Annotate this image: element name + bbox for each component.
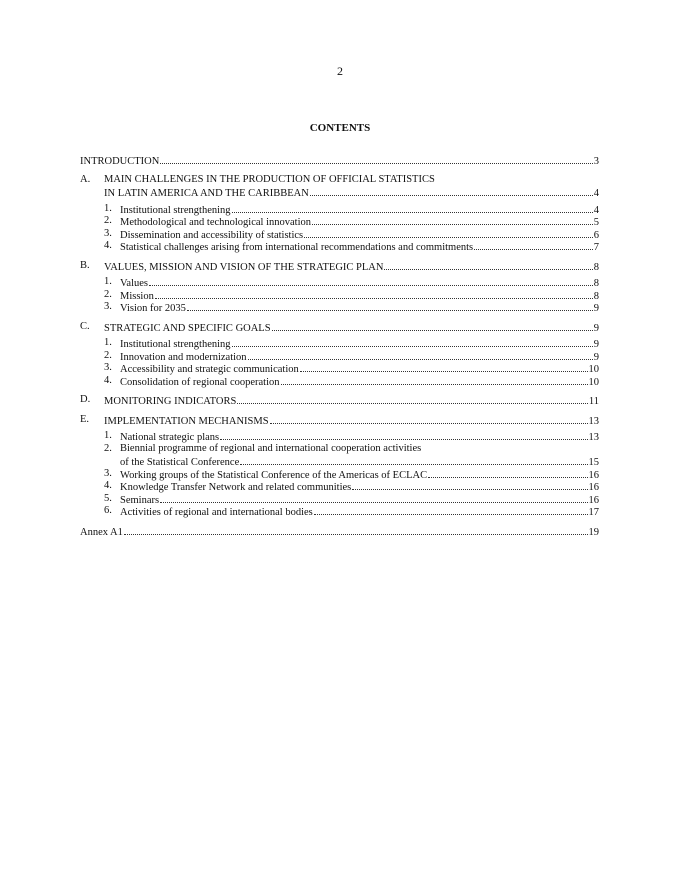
entry-page-number: 8 — [593, 261, 599, 273]
subsection-number: 2. — [104, 442, 112, 454]
subsection-number: 3. — [104, 227, 112, 239]
subsection-number: 4. — [104, 240, 112, 251]
dot-leader — [237, 394, 588, 404]
entry-page-number: 7 — [593, 242, 599, 253]
subsection-number: 3. — [104, 467, 112, 479]
subsection-number: 1. — [104, 276, 112, 287]
section-letter: B. — [80, 259, 90, 271]
dot-leader — [232, 203, 593, 213]
toc-entry-subsection[interactable] — [80, 480, 599, 493]
dot-leader — [248, 350, 593, 360]
toc-entry-annex[interactable] — [80, 525, 599, 538]
dot-leader — [220, 430, 587, 440]
toc-entry-section-e-line — [104, 414, 599, 429]
section-letter: E. — [80, 413, 90, 425]
toc-entry-introduction[interactable] — [80, 154, 599, 167]
entry-page-number: 16 — [588, 494, 599, 506]
toc-entry-subsection[interactable] — [80, 468, 599, 481]
subsection-number: 6. — [104, 505, 112, 516]
dot-leader — [310, 186, 593, 196]
entry-title: Consolidation of regional cooperation — [120, 376, 280, 388]
toc-entry-section-d[interactable] — [80, 394, 599, 407]
toc-entry-section-a-line — [104, 186, 599, 201]
subsection-number: 4. — [104, 480, 112, 491]
entry-page-number: 16 — [588, 482, 599, 493]
subsection-number: 1. — [104, 202, 112, 214]
section-letter: C. — [80, 320, 90, 332]
entry-page-number: 6 — [593, 229, 599, 241]
entry-title: Knowledge Transfer Network and related communities — [120, 482, 352, 493]
section-letter: D. — [80, 394, 91, 405]
toc-entry-introduction-line — [80, 154, 599, 169]
entry-page-number: 9 — [593, 303, 599, 314]
entry-title: IMPLEMENTATION MECHANISMS — [104, 415, 269, 427]
entry-title: National strategic plans — [120, 432, 220, 443]
toc-entry-section-e[interactable] — [80, 414, 599, 427]
toc-entry-section-d-line — [104, 394, 599, 409]
subsection-number: 3. — [104, 362, 112, 373]
toc-entry-subsection[interactable] — [80, 455, 599, 468]
page-number: 2 — [337, 64, 343, 78]
toc-entry-section-b-line — [104, 260, 599, 275]
toc-entry-subsection[interactable] — [80, 505, 599, 518]
toc-entry-subsection-line — [120, 375, 599, 390]
dot-leader — [232, 337, 593, 347]
entry-page-number: 16 — [588, 469, 599, 481]
subsection-number: 2. — [104, 349, 112, 361]
entry-page-number: 17 — [588, 507, 599, 518]
toc-entry-subsection-line — [120, 505, 599, 520]
toc-entry-subsection[interactable] — [80, 240, 599, 253]
toc-entry-section-a[interactable] — [80, 186, 599, 199]
entry-title: Statistical challenges arising from international recommendations and commitments — [120, 242, 474, 253]
subsection-number: 3. — [104, 301, 112, 312]
section-letter: A. — [80, 173, 91, 185]
section-heading-line — [80, 174, 599, 187]
entry-title: Values — [120, 278, 148, 289]
entry-page-number: 8 — [593, 278, 599, 289]
entry-title: Institutional strengthening — [120, 204, 231, 216]
dot-leader — [149, 276, 593, 286]
toc-entry-subsection-line — [120, 301, 599, 316]
subsection-number: 1. — [104, 430, 112, 441]
entry-title: Innovation and modernization — [120, 351, 247, 363]
entry-page-number: 11 — [588, 396, 599, 407]
entry-title: Vision for 2035 — [120, 303, 186, 314]
dot-leader — [300, 362, 588, 372]
dot-leader — [314, 505, 588, 515]
dot-leader — [160, 154, 592, 164]
subsection-number: 2. — [104, 288, 112, 300]
entry-page-number: 10 — [588, 376, 599, 388]
dot-leader — [124, 525, 588, 535]
entry-page-number: 15 — [588, 457, 599, 468]
entry-title: Dissemination and accessibility of statistics — [120, 229, 304, 241]
entry-title: Seminars — [120, 494, 160, 506]
entry-title: MONITORING INDICATORS — [104, 396, 237, 407]
toc-entry-subsection[interactable] — [80, 276, 599, 289]
table-of-contents — [80, 154, 599, 537]
toc-entry-section-c[interactable] — [80, 321, 599, 334]
entry-title: Working groups of the Statistical Conference of the Americas of ECLAC — [120, 469, 428, 481]
toc-entry-subsection[interactable] — [80, 301, 599, 314]
dot-leader — [155, 289, 593, 299]
dot-leader — [352, 480, 587, 490]
subsection-number: 4. — [104, 374, 112, 386]
entry-title: Institutional strengthening — [120, 339, 231, 350]
subsection-number: 1. — [104, 337, 112, 348]
entry-page-number: 4 — [593, 204, 599, 216]
dot-leader — [304, 228, 593, 238]
entry-page-number: 19 — [588, 526, 599, 538]
entry-title: INTRODUCTION — [80, 156, 160, 167]
toc-entry-subsection[interactable] — [80, 215, 599, 228]
entry-title: VALUES, MISSION AND VISION OF THE STRATEGIC PLAN — [104, 261, 384, 273]
entry-page-number: 4 — [593, 188, 599, 199]
toc-entry-section-b[interactable] — [80, 260, 599, 273]
dot-leader — [270, 414, 588, 424]
entry-page-number: 9 — [593, 322, 599, 334]
subsection-number: 2. — [104, 215, 112, 226]
dot-leader — [160, 493, 587, 503]
subsection-title-line1: Biennial programme of regional and international cooperation activities — [120, 442, 422, 454]
entry-title: IN LATIN AMERICA AND THE CARIBBEAN — [104, 188, 309, 199]
dot-leader — [312, 215, 593, 225]
toc-entry-subsection[interactable] — [80, 362, 599, 375]
toc-entry-subsection[interactable] — [80, 350, 599, 363]
dot-leader — [384, 260, 592, 270]
entry-page-number: 13 — [588, 432, 599, 443]
entry-title: STRATEGIC AND SPECIFIC GOALS — [104, 322, 271, 334]
dot-leader — [240, 455, 587, 465]
dot-leader — [187, 301, 593, 311]
toc-entry-subsection[interactable] — [80, 493, 599, 506]
entry-page-number: 8 — [593, 290, 599, 302]
toc-entry-subsection[interactable] — [80, 228, 599, 241]
entry-page-number: 9 — [593, 351, 599, 363]
entry-title: Activities of regional and international bodies — [120, 507, 313, 518]
entry-page-number: 9 — [593, 339, 599, 350]
entry-page-number: 13 — [588, 415, 599, 427]
dot-leader — [281, 375, 588, 385]
entry-title: Accessibility and strategic communication — [120, 364, 299, 375]
entry-title: Methodological and technological innovation — [120, 217, 311, 228]
entry-page-number: 10 — [588, 364, 599, 375]
toc-entry-subsection[interactable] — [80, 289, 599, 302]
dot-leader — [474, 240, 593, 250]
toc-entry-subsection-line — [120, 240, 599, 255]
entry-title: of the Statistical Conference — [120, 457, 240, 468]
entry-page-number: 3 — [593, 156, 599, 167]
section-title-line1: MAIN CHALLENGES IN THE PRODUCTION OF OFFICIAL STATISTICS — [104, 173, 435, 185]
toc-entry-subsection[interactable] — [80, 337, 599, 350]
contents-title: CONTENTS — [309, 122, 371, 134]
toc-entry-subsection[interactable] — [80, 203, 599, 216]
toc-entry-annex-line — [80, 525, 599, 540]
subsection-line — [80, 443, 599, 456]
dot-leader — [428, 468, 587, 478]
toc-entry-section-c-line — [104, 321, 599, 336]
toc-entry-subsection[interactable] — [80, 375, 599, 388]
toc-entry-subsection[interactable] — [80, 430, 599, 443]
dot-leader — [272, 321, 593, 331]
entry-title: Mission — [120, 290, 154, 302]
subsection-number: 5. — [104, 492, 112, 504]
entry-page-number: 5 — [593, 217, 599, 228]
entry-title: Annex A1 — [80, 526, 123, 538]
